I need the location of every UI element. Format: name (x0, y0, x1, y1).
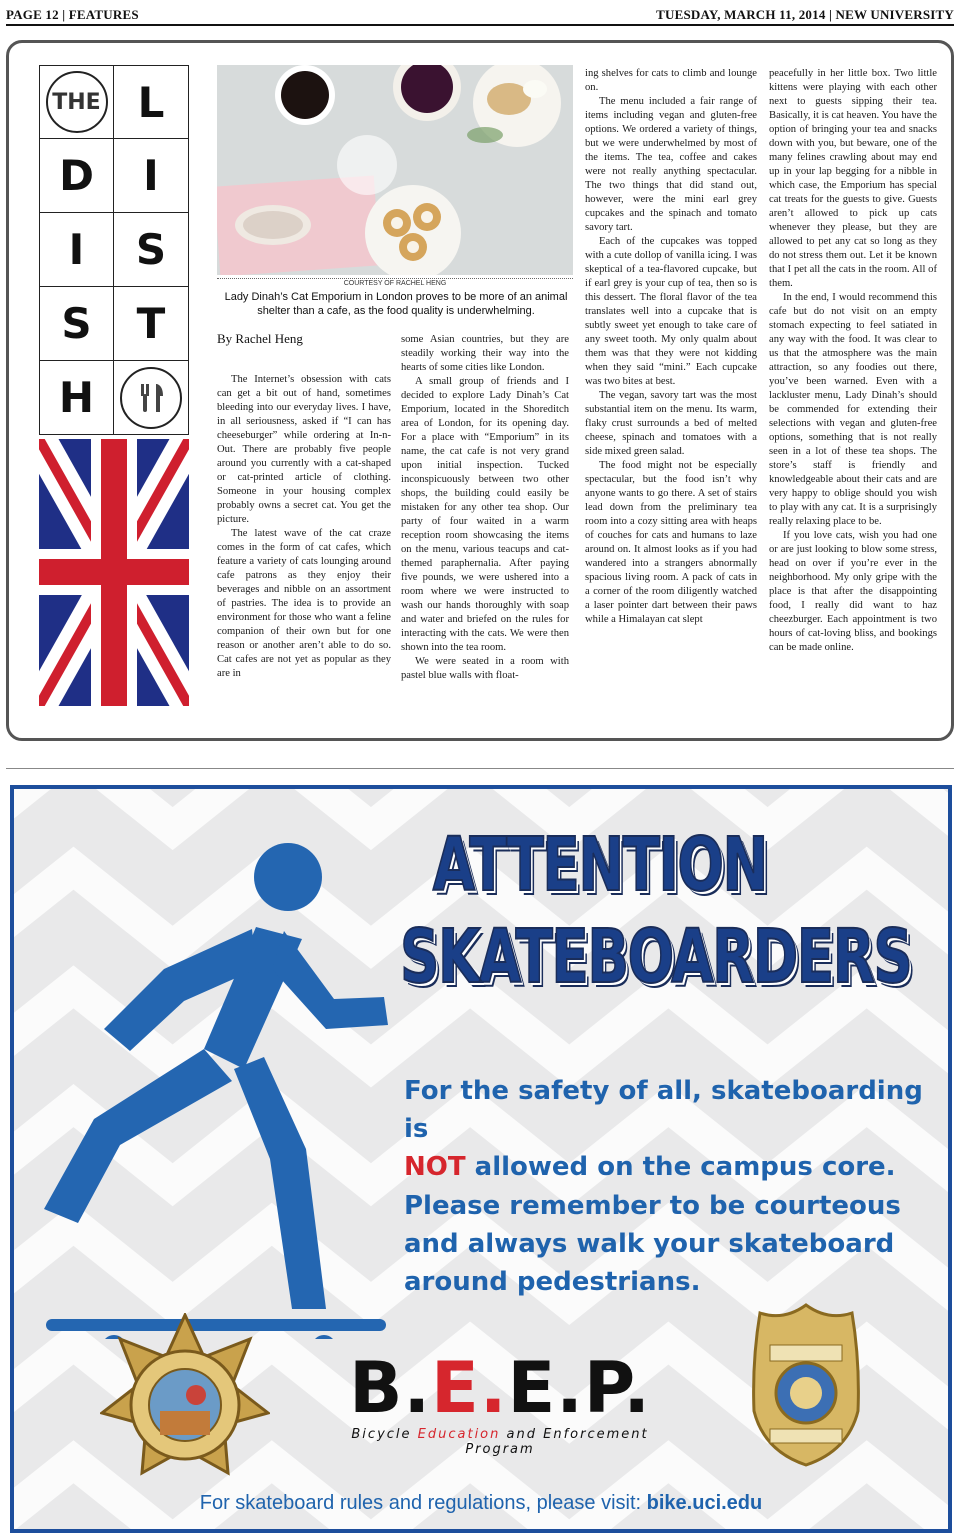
cutlery-icon (120, 367, 182, 429)
skateboard-ad (10, 785, 952, 1533)
issue-date-label: TUESDAY, MARCH 11, 2014 | NEW UNIVERSITY (656, 7, 954, 22)
title-cell: I (39, 213, 114, 287)
uc-police-badge-icon (100, 1313, 270, 1493)
title-cell: T (114, 287, 189, 361)
article-column-1 (217, 373, 391, 681)
ad-safety-text: For the safety of all, skateboarding is NOT allowed on the campus core. (404, 1076, 923, 1182)
article-column-3 (585, 67, 757, 627)
title-cell: L (114, 65, 189, 139)
paragraph: In the end, I would recommend this cafe but do not visit on an empty stomach expecting to feel satiated in any way with the food. It was clear to us that the atmosphere was the main attraction, so any foodies out there, you’ve been warned. Even with a lackluster menu, Lady Dinah’s should be commended for extending their selections with vegan and gluten-free options, something that is not really seen in a lot of these tea shops. The store’s staff is friendly and knowledgeable about their cats and are very happy to oblige should you wish to play with any cat. It is a surprisingly really relaxing place to be. (769, 292, 937, 527)
article-column-2 (401, 333, 569, 683)
page-section-label: PAGE 12 | FEATURES (6, 7, 139, 22)
headline-skateboarders: SKATEBOARDERS (400, 914, 912, 1000)
article-box (6, 40, 954, 741)
ad-footer: For skateboard rules and regulations, please visit: bike.uci.edu (199, 1492, 763, 1514)
union-jack-flag (39, 439, 189, 706)
article-column-4 (769, 67, 937, 655)
title-cell: S (39, 287, 114, 361)
uci-transportation-badge-icon (748, 1301, 864, 1469)
paragraph: ing shelves for cats to climb and lounge on. (585, 68, 757, 93)
the-circle: THE (46, 71, 108, 133)
paragraph: If you love cats, wish you had one or are just looking to blow some stress, head on over if you’re ever in the neighborhood. My only gripe with the place is that after the disappointing food, I really did want to haz cheezburger. Each appointment is two hours of cat-loving bliss, and bookings can be made online. (769, 530, 937, 653)
title-cell-the (39, 65, 114, 139)
title-cell: I (114, 139, 189, 213)
not-emphasis: NOT (404, 1152, 466, 1182)
headline-attention: ATTENTION (432, 822, 767, 908)
dish-list-title-grid (39, 65, 189, 435)
title-cell: S (114, 213, 189, 287)
title-cell: H (39, 361, 114, 435)
paragraph: The latest wave of the cat craze comes in the form of cat cafes, which feature a variety of cats lounging around cafe patrons as they enjoy their beverages and nibble on an assortment of pastries. The idea is to provide an environment for those who want a feline companion of their own but for one reason or another aren’t able to do so. Cat cafes are not yet as popular as they are in (217, 528, 391, 679)
paragraph: Each of the cupcakes was topped with a cute dollop of vanilla icing. I was skeptical of a tea-flavored cupcake, but if earl grey is your cup of tea, then so is this dessert. The floral flavor of the tea translates well into a cupcake that is subtly sweet yet enough to take care of any sweet tooth. My only qualm about them was that they were not kidding when they said “mini.” Each cupcake was two bites at best. (585, 236, 757, 387)
photo-caption: Lady Dinah’s Cat Emporium in London proves to be more of an animal shelter than a cafe, as the food quality is underwhelming. (224, 291, 568, 317)
paragraph: some Asian countries, but they are steadily working their way into the hearts of some cities like London. (401, 334, 569, 373)
section-divider (6, 768, 954, 769)
paragraph: A small group of friends and I decided to explore Lady Dinah’s Cat Emporium, located in the Shoreditch area of London, for its opening day. For a place with “Emporium” in its name, the cat cafe is not very grand upon initial inspection. Tucked inconspicuously between two other shops, the building could easily be mistaken for any other tea shop. Our party of four waited in a warm reception room showcasing the items on the menu, various teacups and cat-themed paraphernalia. After paying five pounds, we were ushered into a room where we were instructed to wash our hands thoroughly with soap and water and briefed on the rules for interacting with the cats. We were then shown into the tea room. (401, 376, 569, 653)
paragraph: The Internet’s obsession with cats can get a bit out of hand, sometimes bleeding into our everyday lives. I have, in all seriousness, asked if “I can has cheeseburger” while ordering at In-n-Out. There are probably five people around you currently with a cat-shaped or cat-printed article of clothing. Someone in your housing complex probably owns a secret cat. You get the picture. (217, 374, 391, 525)
paragraph: The food might not be especially spectacular, but the food isn’t why anyone wants to go there. A set of stairs lead down from the preliminary tea room into a cozy sitting area with heaps of couches for cats and humans to laze around on. It almost looks as if you had wandered into a strangers abnormally spacious living room. A pack of cats in a corner of the room diligently watched a laser pointer dart between their paws while a Himalayan cat slept (585, 460, 757, 625)
paragraph: peacefully in her little box. Two little kittens were playing with each other next to guests sipping their tea. Basically, it is cat heaven. You have the option of bringing your tea and snacks down with you, but beware, one of the many felines crawling about may end up in your lap begging for a nibble in which case, the Emporium has special cat treats for the guests to give. Guests aren’t allowed to pick up cats whenever they please, but they are allowed to pet any cat so long as they do not stress them out. Let it be known that I pet all the cats in the room. All of them. (769, 68, 937, 289)
beep-logo: B.E.E.P. Bicycle Education and Enforcement Program (349, 1347, 651, 1457)
paragraph: We were seated in a room with pastel blue walls with float- (401, 656, 569, 681)
page-header (6, 6, 954, 26)
byline: By Rachel Heng (217, 331, 303, 346)
photo-credit: COURTESY OF RACHEL HENG (217, 278, 573, 287)
paragraph: The vegan, savory tart was the most substantial item on the menu. Its warm, flaky crust surrounds a bed of melted cheese, spinach and tomatoes with a side mixed green salad. (585, 390, 757, 457)
title-cell-cutlery (114, 361, 189, 435)
cafe-photo (217, 65, 573, 275)
ad-headline (400, 819, 912, 1003)
ad-courtesy-text: Please remember to be courteous and always walk your skateboard around pedestrians. (404, 1191, 901, 1297)
bike-uci-link[interactable]: bike.uci.edu (646, 1492, 763, 1514)
paragraph: The menu included a fair range of items including vegan and gluten-free options. We ordered a variety of things, but we were underwhelmed by most of the items. The tea, coffee and cakes were not really anything spectacular. The two things that did stand out, however, were the mini earl grey cupcakes and the spinach and tomato savory tart. (585, 96, 757, 233)
title-cell: D (39, 139, 114, 213)
skateboarder-icon (34, 819, 414, 1339)
